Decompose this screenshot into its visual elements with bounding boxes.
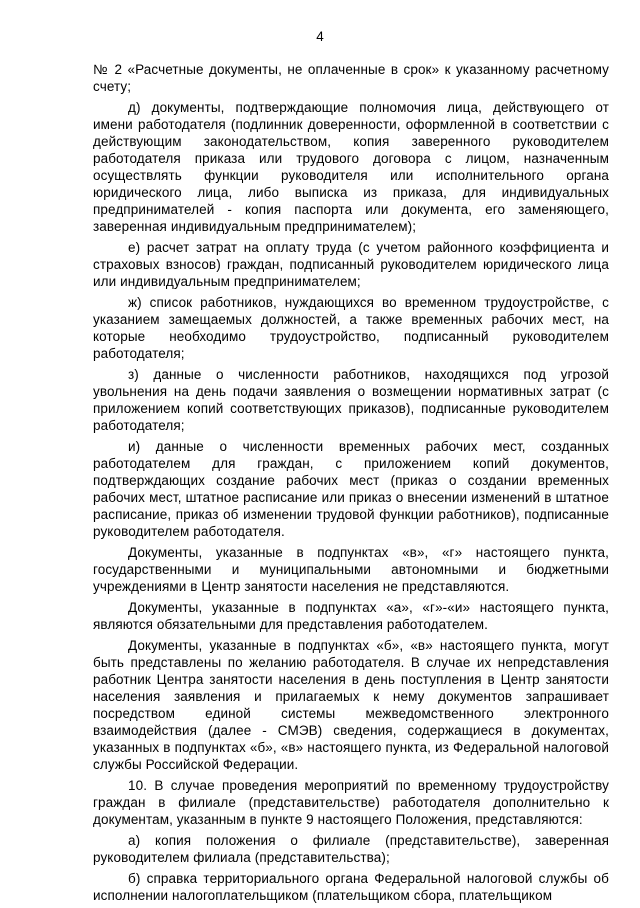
- paragraph-mandatory: Документы, указанные в подпунктах «а», «г»-«и» настоящего пункта, являются обязательными для представления работодателем.: [93, 600, 609, 632]
- paragraph-item-e: е) расчет затрат на оплату труда (с учетом районного коэффициента и страховых взносов) граждан, подписанный руководителем юридического лица или индивидуальным предпринимателем;: [93, 240, 609, 289]
- paragraph-item-d: д) документы, подтверждающие полномочия лица, действующего от имени работодателя (подлинник доверенности, оформленной в соответствии с действующим законодательством, копия заверенного руководителем работодателя приказа или трудового договора с лицом, назначенным осуществлять функции руководителя или исполнительного органа юридического лица, либо выписка из приказа, для индивидуальных предпринимателей - копия паспорта или документа, его заменяющего, заверенная индивидуальным предпринимателем);: [93, 100, 609, 234]
- paragraph-item-zh: ж) список работников, нуждающихся во временном трудоустройстве, с указанием замещаемых должностей, а также временных рабочих мест, на которые необходимо трудоустройство, подписанный руководителем работодателя;: [93, 295, 609, 361]
- paragraph-clause-10: 10. В случае проведения мероприятий по временному трудоустройству граждан в филиале (представительстве) работодателя дополнительно к документам, указанным в пункте 9 настоящего Положения, представляются:: [93, 778, 609, 827]
- paragraph-item-a: а) копия положения о филиале (представительстве), заверенная руководителем филиала (представительства);: [93, 833, 609, 865]
- paragraph-item-b: б) справка территориального органа Федеральной налоговой службы об исполнении налогоплательщиком (плательщиком сбора, плательщиком: [93, 871, 609, 903]
- page-number: 4: [316, 29, 324, 44]
- paragraph-continuation: № 2 «Расчетные документы, не оплаченные в срок» к указанному расчетному счету;: [93, 62, 609, 94]
- paragraph-not-required: Документы, указанные в подпунктах «в», «г» настоящего пункта, государственными и муниципальными автономными и бюджетными учреждениями в Центр занятости населения не представляются.: [93, 545, 609, 594]
- document-body: [93, 61, 609, 908]
- paragraph-item-z: з) данные о численности работников, находящихся под угрозой увольнения на день подачи заявления о возмещении нормативных затрат (с приложением копий соответствующих приказов), подписанные руководителем работодателя;: [93, 367, 609, 433]
- paragraph-item-i: и) данные о численности временных рабочих мест, созданных работодателем для граждан, с приложением копий документов, подтверждающих создание рабочих мест (приказ о создании временных рабочих мест, штатное расписание или приказ о внесении изменений в штатное расписание, приказ об изменении трудовой функции работников), подписанные руководителем работодателя.: [93, 439, 609, 539]
- paragraph-optional: Документы, указанные в подпунктах «б», «в» настоящего пункта, могут быть представлены по желанию работодателя. В случае их непредставления работник Центра занятости населения в день поступления в Центр занятости населения заявления и прилагаемых к нему документов запрашивает посредством единой системы межведомственного электронного взаимодействия (далее - СМЭВ) сведения, содержащиеся в документах, указанных в подпунктах «б», «в» настоящего пункта, из Федеральной налоговой службы Российской Федерации.: [93, 638, 609, 772]
